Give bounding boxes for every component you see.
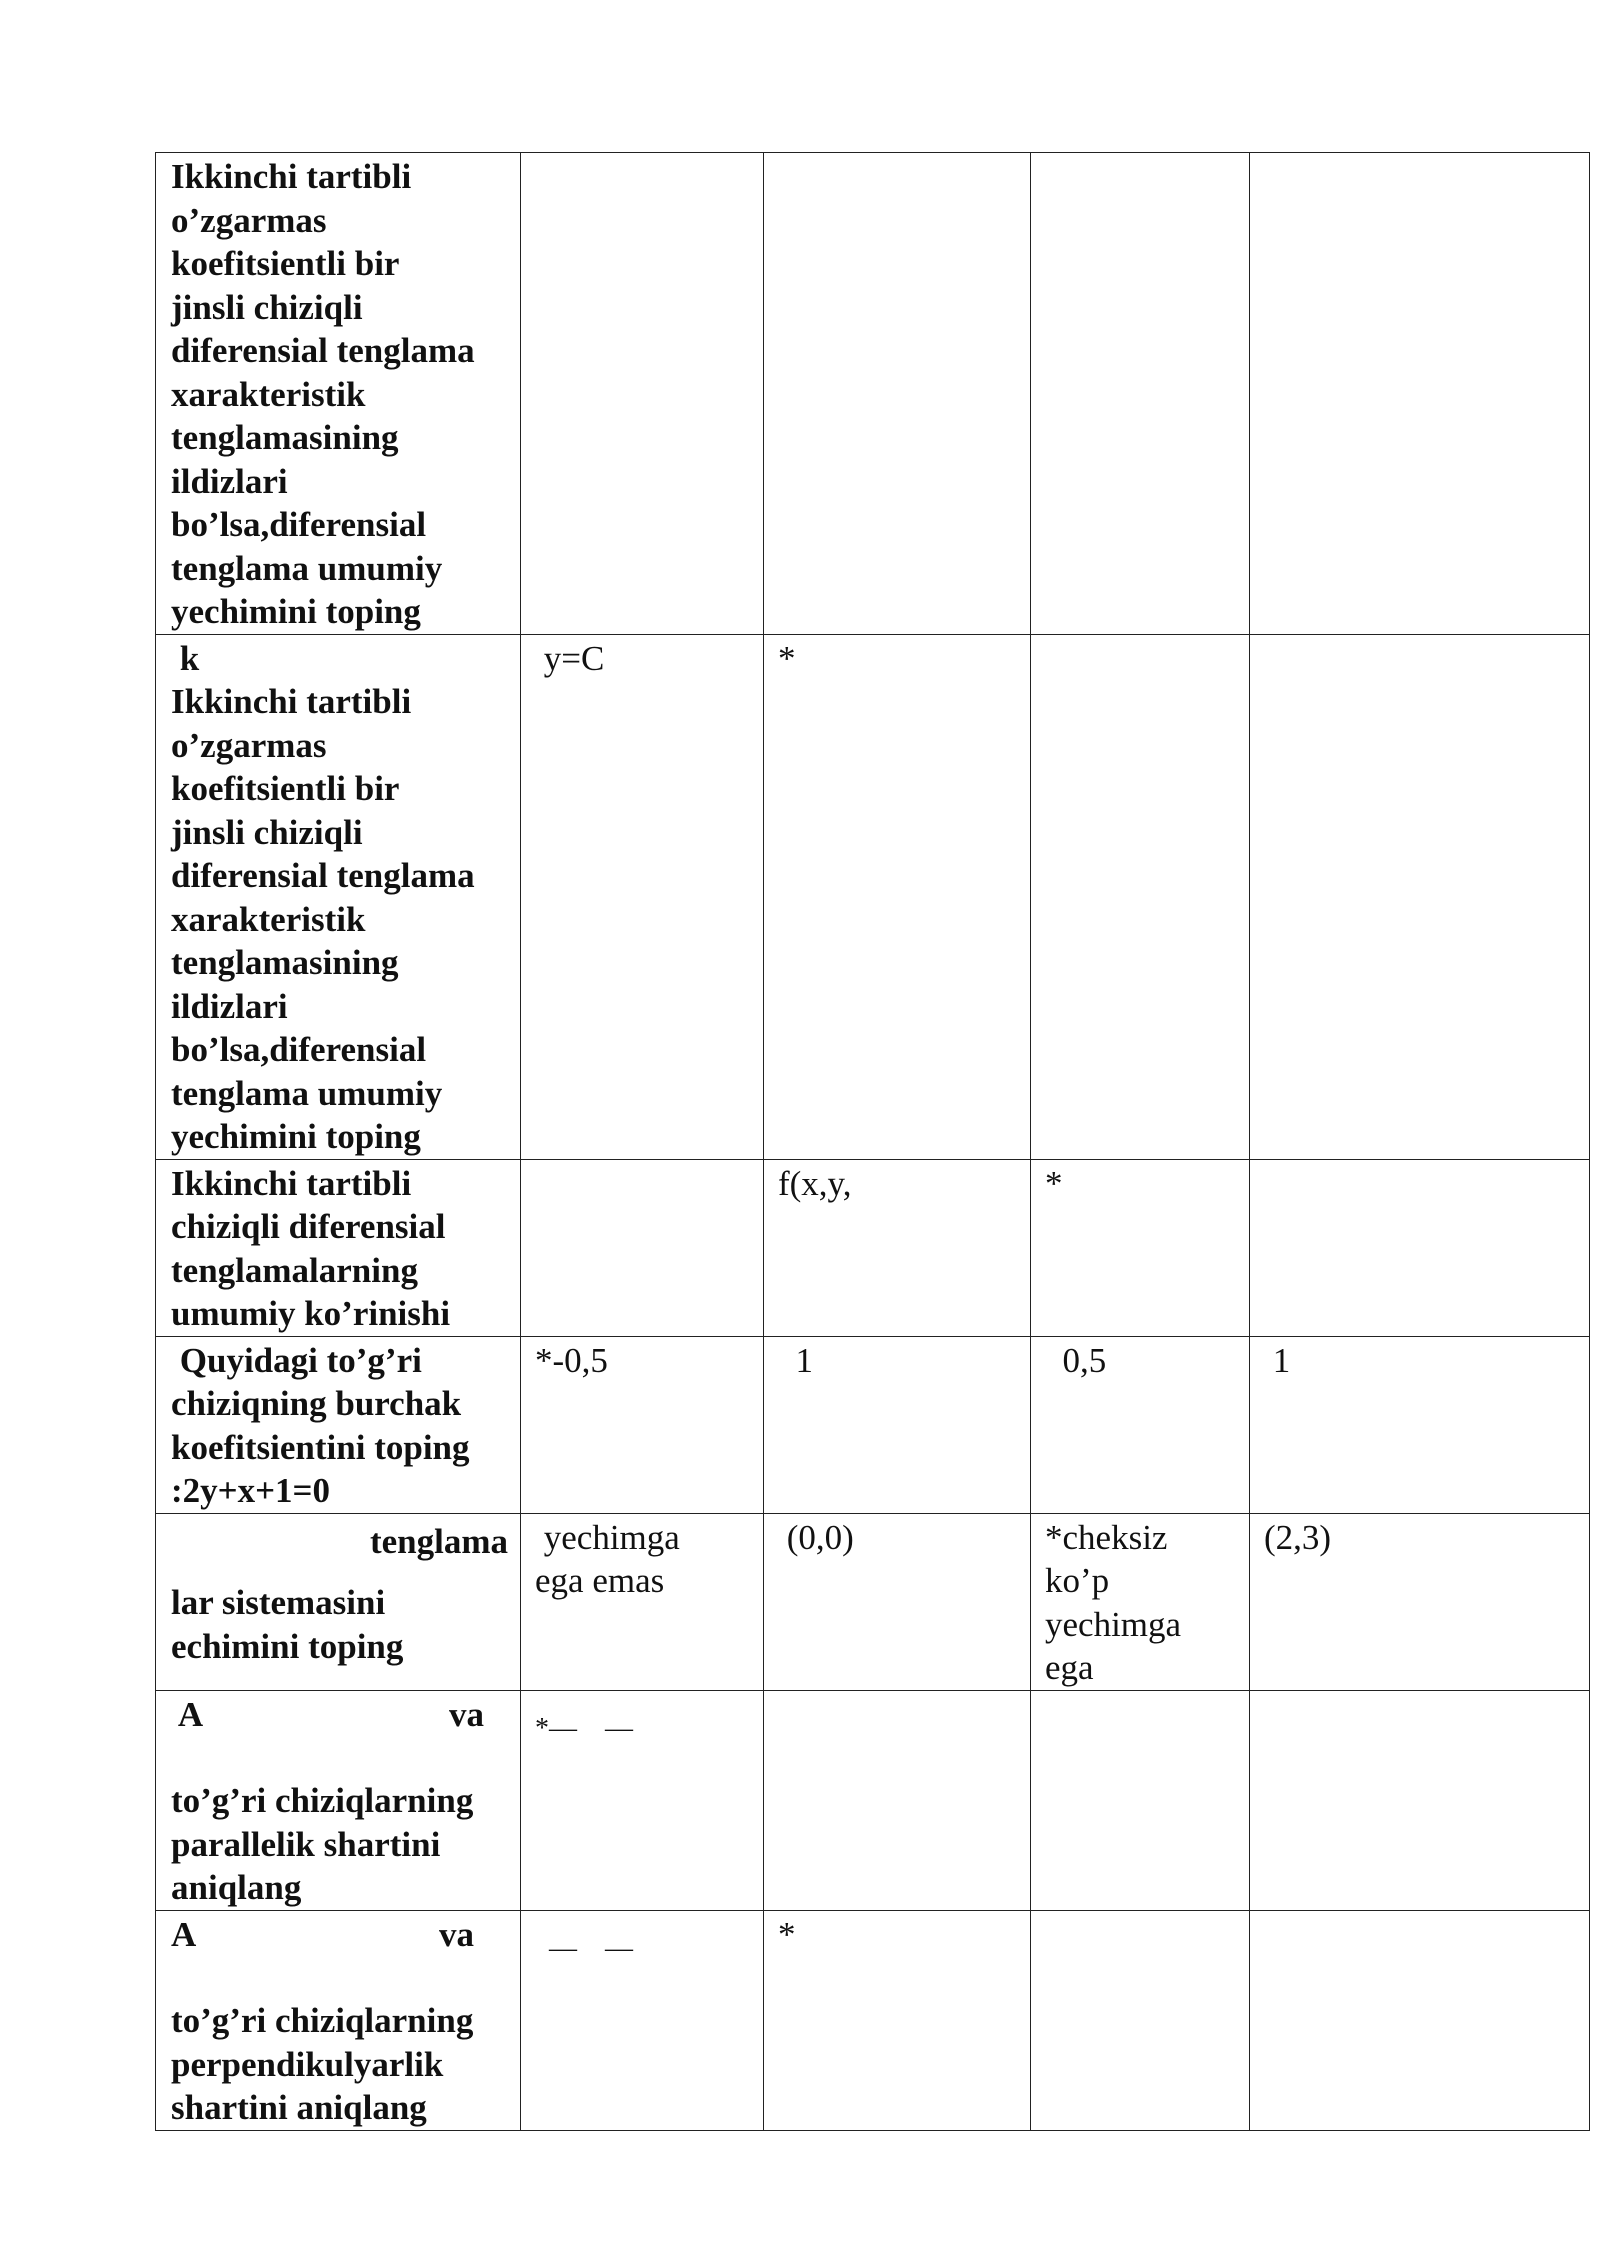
question-cell: Ikkinchi tartibli o’zgarmas koefitsientli bir jinsli chiziqli diferensial tenglama xarakteristik tenglamasining ildizlari bo’lsa,diferensial tenglama umumiy yechimini toping [156,153,521,635]
question-cell: A va to’g’ri chiziqlarning perpendikulyarlik shartini aniqlang [156,1910,521,2130]
question-cell: k Ikkinchi tartibli o’zgarmas koefitsientli bir jinsli chiziqli diferensial tenglama xarakteristik tenglamasining ildizlari bo’lsa,diferensial tenglama umumiy yechimini toping [156,634,521,1159]
option-cell [1250,634,1590,1159]
option-cell: * [764,1910,1031,2130]
option-cell [764,1690,1031,1910]
option-cell: * [764,634,1031,1159]
table-row [156,1690,1590,1910]
question-header-line: A va [171,1694,484,1734]
option-cell: f(x,y, [764,1159,1031,1336]
option-cell [1031,1690,1250,1910]
option-cell: *— — [521,1690,764,1910]
option-cell: 0,5 [1031,1336,1250,1513]
question-cell: Ikkinchi tartibli chiziqli diferensial tenglamalarning umumiy ko’rinishi [156,1159,521,1336]
option-cell: (2,3) [1250,1513,1590,1690]
question-cell: tenglama lar sistemasini echimini toping [156,1513,521,1690]
table-row [156,1513,1590,1690]
option-cell [1250,1910,1590,2130]
option-cell: *cheksiz ko’p yechimga ega [1031,1513,1250,1690]
option-cell: yechimga ega emas [521,1513,764,1690]
option-cell [1031,1910,1250,2130]
option-cell: 1 [764,1336,1031,1513]
table-row [156,153,1590,635]
table-row [156,634,1590,1159]
option-cell [1250,153,1590,635]
option-cell [1250,1159,1590,1336]
table-row [156,1336,1590,1513]
table-row [156,1910,1590,2130]
test-questions-table [155,152,1590,2131]
option-cell [521,1159,764,1336]
option-cell: y=C [521,634,764,1159]
question-cell: Quyidagi to’g’ri chiziqning burchak koefitsientini toping :2y+x+1=0 [156,1336,521,1513]
option-cell [1031,634,1250,1159]
option-cell: *-0,5 [521,1336,764,1513]
option-cell: 1 [1250,1336,1590,1513]
option-cell: (0,0) [764,1513,1031,1690]
option-cell [1031,153,1250,635]
table-row [156,1159,1590,1336]
option-cell [521,153,764,635]
option-cell [1250,1690,1590,1910]
question-cell: A va to’g’ri chiziqlarning parallelik shartini aniqlang [156,1690,521,1910]
option-cell: — — [521,1910,764,2130]
question-header-line: A va [171,1914,474,1954]
option-cell: * [1031,1159,1250,1336]
option-cell [764,153,1031,635]
